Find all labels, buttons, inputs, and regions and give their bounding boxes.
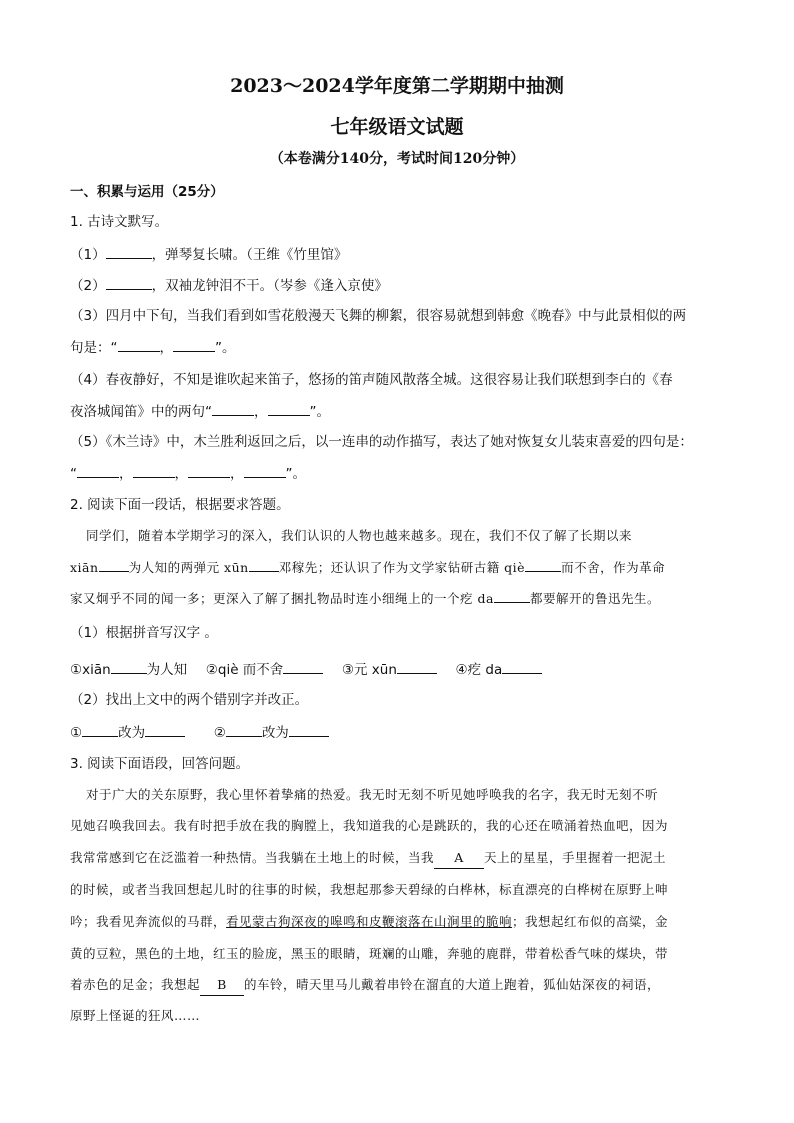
answer-blank[interactable] bbox=[188, 463, 230, 478]
q3-passage-line4: 的时候，或者当我回想起儿时的往事的时候，我想起那参天碧绿的白桦林，标直漂亮的白桦树在原野上呻 bbox=[70, 882, 669, 897]
passage-text: 的车铃，晴天里马儿戴着串铃在溜直的大道上跑着，狐仙姑深夜的祠语， bbox=[244, 977, 661, 992]
comma: ， bbox=[119, 466, 133, 482]
q1-stem: 1. 古诗文默写。 bbox=[70, 214, 169, 230]
q1-item-2 bbox=[70, 275, 730, 296]
answer-blank[interactable] bbox=[106, 244, 152, 259]
change-to: 改为 bbox=[261, 725, 289, 741]
passage-text: 家又炯乎不同的闻一多；更深入了解了捆扎物品时连小细绳上的一个疙 da bbox=[70, 591, 494, 606]
q1-item-4-line2 bbox=[70, 401, 730, 422]
q3-passage-line6: 黄的豆粒，黑色的土地，红玉的脸庞，黑玉的眼睛，斑斓的山雕，奔驰的鹿群，带着松香气味的煤块，带 bbox=[70, 946, 669, 961]
passage-text: 着赤色的足金；我想起 bbox=[70, 977, 201, 992]
answer-blank[interactable] bbox=[133, 463, 175, 478]
comma: ， bbox=[254, 404, 268, 420]
answer-blank[interactable] bbox=[173, 337, 215, 352]
comma: ， bbox=[159, 340, 173, 356]
q3-stem: 3. 阅读下面语段，回答问题。 bbox=[70, 756, 250, 772]
answer-blank[interactable] bbox=[289, 722, 329, 737]
q1-item-5-suffix: ”。 bbox=[285, 466, 306, 482]
passage-text: 而不舍，作为革命 bbox=[561, 560, 666, 575]
item-4: ④疙 da bbox=[455, 662, 503, 678]
q1-item-1-num: （1） bbox=[70, 247, 106, 263]
exam-title: 2023～2024学年度第二学期期中抽测 bbox=[230, 75, 564, 97]
blank-a[interactable]: A bbox=[434, 848, 484, 869]
exam-note: （本卷满分140分，考试时间120分钟） bbox=[269, 151, 525, 167]
passage-text: 天上的星星，手里握着一把泥土 bbox=[484, 850, 667, 865]
q1-item-3-prefix: 句是：“ bbox=[70, 340, 118, 356]
answer-blank[interactable] bbox=[397, 659, 437, 674]
change-to: 改为 bbox=[118, 725, 146, 741]
answer-blank[interactable] bbox=[212, 401, 254, 416]
comma: ， bbox=[230, 466, 244, 482]
q1-item-4-prefix: 夜洛城闻笛》中的两句“ bbox=[70, 404, 212, 420]
answer-blank[interactable] bbox=[249, 557, 279, 572]
q1-item-2-num: （2） bbox=[70, 278, 106, 294]
q1-item-4-suffix: ”。 bbox=[309, 404, 330, 420]
comma: ， bbox=[174, 466, 188, 482]
item-1-text: 为人知 bbox=[146, 662, 188, 678]
q1-item-2-text: ，双袖龙钟泪不干。（岑参《逢入京使》 bbox=[151, 278, 388, 294]
answer-blank[interactable] bbox=[226, 722, 262, 737]
passage-text: 为人知的两弹元 xūn bbox=[128, 560, 249, 575]
q1-item-4-line1: （4）春夜静好，不知是谁吹起来笛子，悠扬的笛声随风散落全城。这很容易让我们联想到李白的《春 bbox=[70, 372, 673, 388]
answer-blank[interactable] bbox=[268, 401, 310, 416]
answer-blank[interactable] bbox=[99, 557, 129, 572]
q1-item-5-line1: （5）《木兰诗》中，木兰胜利返回之后，以一连串的动作描写，表达了她对恢复女儿装束喜爱的四句是： bbox=[70, 434, 693, 450]
q2-passage-line2 bbox=[70, 557, 730, 578]
q2-sub2-answers bbox=[70, 722, 730, 743]
answer-blank[interactable] bbox=[82, 722, 118, 737]
item-2: ②qiè 而不舍 bbox=[205, 662, 284, 678]
q1-item-3-line2 bbox=[70, 337, 730, 358]
exam-subtitle: 七年级语文试题 bbox=[330, 116, 464, 138]
pinyin-xian: xiān bbox=[70, 560, 99, 575]
answer-blank[interactable] bbox=[502, 659, 542, 674]
passage-text: 都要解开的鲁迅先生。 bbox=[529, 591, 660, 606]
answer-blank[interactable] bbox=[525, 557, 561, 572]
q2-passage-line3 bbox=[70, 588, 730, 609]
q3-passage-line7 bbox=[70, 975, 730, 996]
answer-blank[interactable] bbox=[494, 588, 530, 603]
item-3: ③元 xūn bbox=[341, 662, 397, 678]
answer-blank[interactable] bbox=[283, 659, 323, 674]
q2-sub1: （1）根据拼音写汉字 。 bbox=[70, 625, 218, 641]
q1-item-3-line1: （3）四月中下旬，当我们看到如雪花般漫天飞舞的柳絮，很容易就想到韩愈《晚春》中与此景相似的两 bbox=[70, 308, 687, 324]
q3-passage-line8: 原野上怪诞的狂风…… bbox=[70, 1008, 201, 1023]
item-1: ①xiān bbox=[70, 662, 111, 678]
q1-item-1-text: ，弹琴复长啸。（王维《竹里馆》 bbox=[151, 247, 348, 263]
q3-passage-line2: 见她召唤我回去。我有时把手放在我的胸膛上，我知道我的心是跳跃的，我的心还在喷涌着热血吧，因为 bbox=[70, 818, 669, 833]
item-1: ① bbox=[70, 725, 83, 741]
q1-item-5-prefix: “ bbox=[70, 466, 77, 482]
q2-passage-line1: 同学们，随着本学期学习的深入，我们认识的人物也越来越多。现在，我们不仅了解了长期以来 bbox=[86, 528, 633, 543]
passage-text: 邓稼先；还认识了作为文学家钻研古籍 qiè bbox=[278, 560, 526, 575]
q1-item-5-line2 bbox=[70, 463, 730, 484]
answer-blank[interactable] bbox=[118, 337, 160, 352]
q1-item-3-suffix: ”。 bbox=[215, 340, 236, 356]
answer-blank[interactable] bbox=[244, 463, 286, 478]
q3-passage-line5 bbox=[70, 912, 730, 932]
passage-text: 我常常感到它在泛滥着一种热情。当我躺在土地上的时候，当我 bbox=[70, 850, 435, 865]
q3-passage-line3 bbox=[70, 848, 730, 869]
q2-sub2: （2）找出上文中的两个错别字并改正。 bbox=[70, 692, 309, 708]
answer-blank[interactable] bbox=[111, 659, 147, 674]
answer-blank[interactable] bbox=[77, 463, 119, 478]
answer-blank[interactable] bbox=[106, 275, 152, 290]
item-2: ② bbox=[213, 725, 226, 741]
answer-blank[interactable] bbox=[145, 722, 185, 737]
underlined-sentence: 看见蒙古狗深夜的嗥鸣和皮鞭滚落在山涧里的脆响 bbox=[226, 914, 513, 929]
q2-sub1-answers bbox=[70, 659, 730, 680]
passage-text: ；我想起红布似的高粱，金 bbox=[512, 914, 669, 929]
section-heading: 一、积累与运用（25分） bbox=[70, 184, 224, 200]
blank-b[interactable]: B bbox=[200, 975, 244, 996]
q2-stem: 2. 阅读下面一段话，根据要求答题。 bbox=[70, 497, 290, 513]
q3-passage-line1: 对于广大的关东原野，我心里怀着挚痛的热爱。我无时无刻不听见她呼唤我的名字，我无时无刻不听 bbox=[86, 787, 659, 802]
passage-text: 吟；我看见奔流似的马群， bbox=[70, 914, 227, 929]
q1-item-1 bbox=[70, 244, 730, 265]
